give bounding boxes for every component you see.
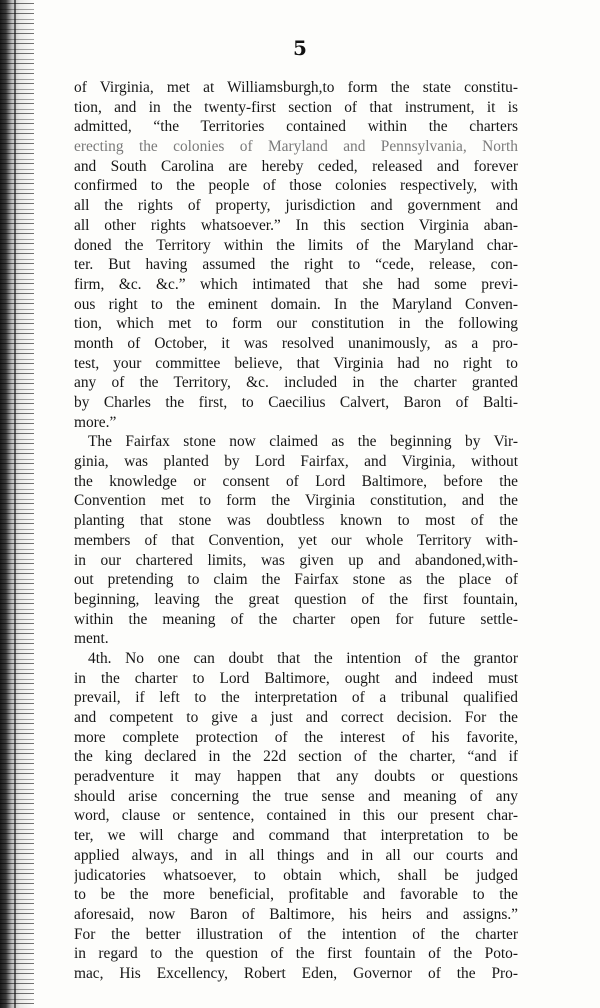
text-line: prevail, if left to the interpretation of a tribunal qualified [74,689,518,707]
text-line: and South Carolina are hereby ceded, released and forever [74,157,518,175]
text-line: tion, which met to form our constitution in the following [74,315,518,333]
text-line: peradventure it may happen that any doubts or questions [74,768,518,786]
text-line: in regard to the question of the first fountain of the Poto- [74,945,518,963]
text-line: erecting the colonies of Maryland and Pennsylvania, North [74,138,518,156]
text-line: For the better illustration of the intention of the charter [74,925,518,943]
binding-edge [0,0,34,1008]
text-line: planting that stone was doubtless known to most of the [74,512,518,530]
text-line: judicatories whatsoever, to obtain which, shall be judged [74,866,518,884]
text-line: the king declared in the 22d section of the charter, “and if [74,748,518,766]
text-line: confirmed to the people of those colonies respectively, with [74,177,518,195]
text-line: firm, &c. &c.” which intimated that she had some previ- [74,275,518,293]
text-line: within the meaning of the charter open for future settle- [74,610,518,628]
text-line: ment. [74,630,109,648]
text-line: out pretending to claim the Fairfax stone as the place of [74,571,518,589]
text-line: doned the Territory within the limits of the Maryland char- [74,236,518,254]
text-line: admitted, “the Territories contained within the charters [74,118,518,136]
text-line: mac, His Excellency, Robert Eden, Governor of the Pro- [74,964,518,982]
text-line: the knowledge or consent of Lord Baltimore, before the [74,472,518,490]
text-line: The Fairfax stone now claimed as the beginning by Vir- [88,433,518,451]
text-line: in the charter to Lord Baltimore, ought and indeed must [74,669,518,687]
text-line: more.” [74,413,117,431]
text-line: all the rights of property, jurisdiction and government and [74,197,518,215]
text-line: applied always, and in all things and in all our courts and [74,846,518,864]
binding-line [14,0,16,1008]
text-line: ter, we will charge and command that interpretation to be [74,827,518,845]
text-line: beginning, leaving the great question of the first fountain, [74,590,518,608]
text-line: 4th. No one can doubt that the intention of the grantor [88,649,518,667]
text-line: word, clause or sentence, contained in this our present char- [74,807,518,825]
text-line: members of that Convention, yet our whole Territory with- [74,531,518,549]
text-line: ter. But having assumed the right to “cede, release, con- [74,256,518,274]
text-line: and competent to give a just and correct decision. For the [74,709,518,726]
text-line: should arise concerning the true sense and meaning of any [74,787,518,805]
text-line: ous right to the eminent domain. In the Maryland Conven- [74,295,518,313]
text-line: ginia, was planted by Lord Fairfax, and Virginia, without [74,453,518,471]
text-line: any of the Territory, &c. included in the charter granted [74,374,518,392]
page-number: 5 [293,36,307,60]
text-line: to be the more beneficial, profitable and favorable to the [74,886,518,904]
text-line: of Virginia, met at Williamsburgh,to form the state constitu- [74,79,518,96]
text-line: month of October, it was resolved unanimously, as a pro- [74,334,518,352]
text-line: more complete protection of the interest of his favorite, [74,728,518,746]
text-line: test, your committee believe, that Virginia had no right to [74,354,518,372]
text-line: aforesaid, now Baron of Baltimore, his heirs and assigns.” [74,905,518,923]
text-line: Convention met to form the Virginia constitution, and the [74,492,518,510]
text-line: all other rights whatsoever.” In this section Virginia aban- [74,216,518,234]
text-line: in our chartered limits, was given up and abandoned,with- [74,551,518,569]
text-line: by Charles the first, to Caecilius Calvert, Baron of Balti- [74,394,518,411]
body-text [74,78,518,984]
text-line: tion, and in the twenty-first section of that instrument, it is [74,98,518,116]
